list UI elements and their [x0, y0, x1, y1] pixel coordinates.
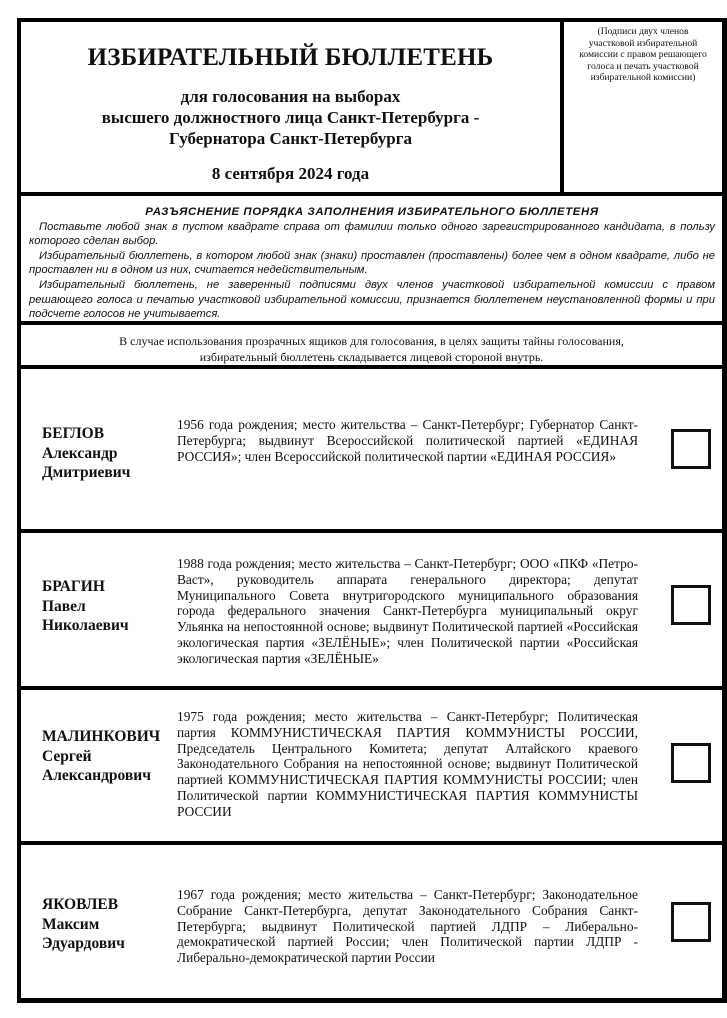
candidate-first-name: Павел — [42, 597, 86, 615]
candidate-description: 1988 года рождения; место жительства – Санкт-Петербург; ООО «ПКФ «Петро-Васт», руководитель аппарата генерального директора; депутат Муниципального Совета внутригородского муниципального образования города федерального значения Санкт-Петербурга муниципальный округ Ульянка на непостоянной основе; выдвинут Политической партией «Российская экологическая партия «ЗЕЛЁНЫЕ»; член Политической партии «Российская экологическая партия «ЗЕЛЁНЫЕ» — [177, 556, 638, 666]
candidate-patronymic: Дмитриевич — [42, 464, 131, 481]
candidate-patronymic: Александрович — [42, 767, 151, 784]
candidate-name — [42, 727, 160, 786]
candidate-surname: ЯКОВЛЕВ — [42, 896, 119, 913]
candidate-surname: МАЛИНКОВИЧ — [42, 728, 161, 745]
candidate-description: 1975 года рождения; место жительства – Санкт-Петербург; Политическая партия КОММУНИСТИЧЕСКАЯ ПАРТИЯ КОММУНИСТЫ РОССИИ, Председатель Центрального Комитета; депутат Алтайского краевого Законодательного Собрания на непостоянной основе; выдвинут Политической партией КОММУНИСТИЧЕСКАЯ ПАРТИЯ КОММУНИСТЫ РОССИИ; член Политической партии КОММУНИСТИЧЕСКАЯ ПАРТИЯ КОММУНИСТЫ РОССИИ — [177, 709, 638, 819]
candidate-name — [42, 424, 130, 483]
ballot-subtitle — [21, 86, 560, 149]
candidate-first-name: Максим — [42, 915, 100, 933]
candidate-row — [21, 373, 722, 533]
candidate-first-name: Александр — [42, 444, 118, 462]
subtitle-line: Губернатора Санкт-Петербурга — [169, 129, 412, 148]
notice-line: избирательный бюллетень складывается лицевой стороной внутрь. — [199, 349, 544, 364]
instruction-paragraph: Поставьте любой знак в пустом квадрате справа от фамилии только одного зарегистрированного кандидата, в пользу которого сделан выбор. — [29, 220, 715, 248]
signature-note-line: избирательной комиссии) — [590, 72, 696, 84]
candidate-first-name: Сергей — [42, 747, 92, 765]
signature-note-line: участковой избирательной — [588, 37, 698, 49]
candidate-description: 1967 года рождения; место жительства – Санкт-Петербург; Законодательное Собрание Санкт-Петербурга, депутат Законодательного Собрания Санкт-Петербурга; выдвинут Политической партией ЛДПР – Либерально-демократической партией России; член Политической партии ЛДПР - Либерально-демократической партии России — [177, 887, 638, 966]
candidate-surname: БРАГИН — [42, 578, 105, 595]
ballot-title: ИЗБИРАТЕЛЬНЫЙ БЮЛЛЕТЕНЬ — [87, 44, 494, 71]
candidate-patronymic: Эдуардович — [42, 935, 125, 952]
ballot-header — [21, 22, 722, 196]
candidate-name — [42, 895, 125, 954]
candidate-patronymic: Николаевич — [42, 617, 129, 634]
instruction-paragraph: Избирательный бюллетень, не заверенный подписями двух членов участковой избирательной комиссии с правом решающего голоса и печатью участковой избирательной комиссии, признается бюллетенем неустановленной формы и при подсчете голосов не учитывается. — [29, 278, 715, 321]
vote-checkbox[interactable] — [671, 429, 711, 469]
candidate-row — [21, 845, 722, 998]
election-date: 8 сентября 2024 года — [211, 164, 370, 183]
candidate-row — [21, 690, 722, 845]
candidate-description: 1956 года рождения; место жительства – Санкт-Петербург; Губернатор Санкт-Петербурга; выдвинут Всероссийской политической партией «ЕДИНАЯ РОССИЯ»; член Всероссийской политической партии «ЕДИНАЯ РОССИЯ» — [177, 417, 638, 464]
signature-box — [564, 22, 722, 192]
vote-checkbox[interactable] — [671, 902, 711, 942]
instructions-section — [21, 196, 722, 325]
folding-notice — [21, 329, 722, 369]
candidate-row — [21, 533, 722, 690]
subtitle-line: высшего должностного лица Санкт-Петербурга - — [101, 108, 480, 127]
title-box — [21, 22, 564, 192]
signature-note-line: (Подписи двух членов — [597, 26, 689, 37]
subtitle-line: для голосования на выборах — [180, 87, 401, 106]
vote-checkbox[interactable] — [671, 585, 711, 625]
ballot-frame — [17, 18, 727, 1003]
instructions-title: РАЗЪЯСНЕНИЕ ПОРЯДКА ЗАПОЛНЕНИЯ ИЗБИРАТЕЛЬНОГО БЮЛЛЕТЕНЯ — [145, 206, 599, 218]
signature-note-line: комиссии с правом решающего — [579, 49, 707, 61]
vote-checkbox[interactable] — [671, 743, 711, 783]
notice-line: В случае использования прозрачных ящиков для голосования, в целях защиты тайны голосования, — [119, 334, 624, 348]
instruction-paragraph: Избирательный бюллетень, в котором любой знак (знаки) проставлен (проставлены) более чем в одном квадрате, либо не проставлен ни в одном из них, считается недействительным. — [29, 249, 715, 277]
candidate-name — [42, 577, 129, 636]
candidate-surname: БЕГЛОВ — [42, 425, 105, 442]
signature-note-line: голоса и печать участковой — [587, 60, 699, 72]
